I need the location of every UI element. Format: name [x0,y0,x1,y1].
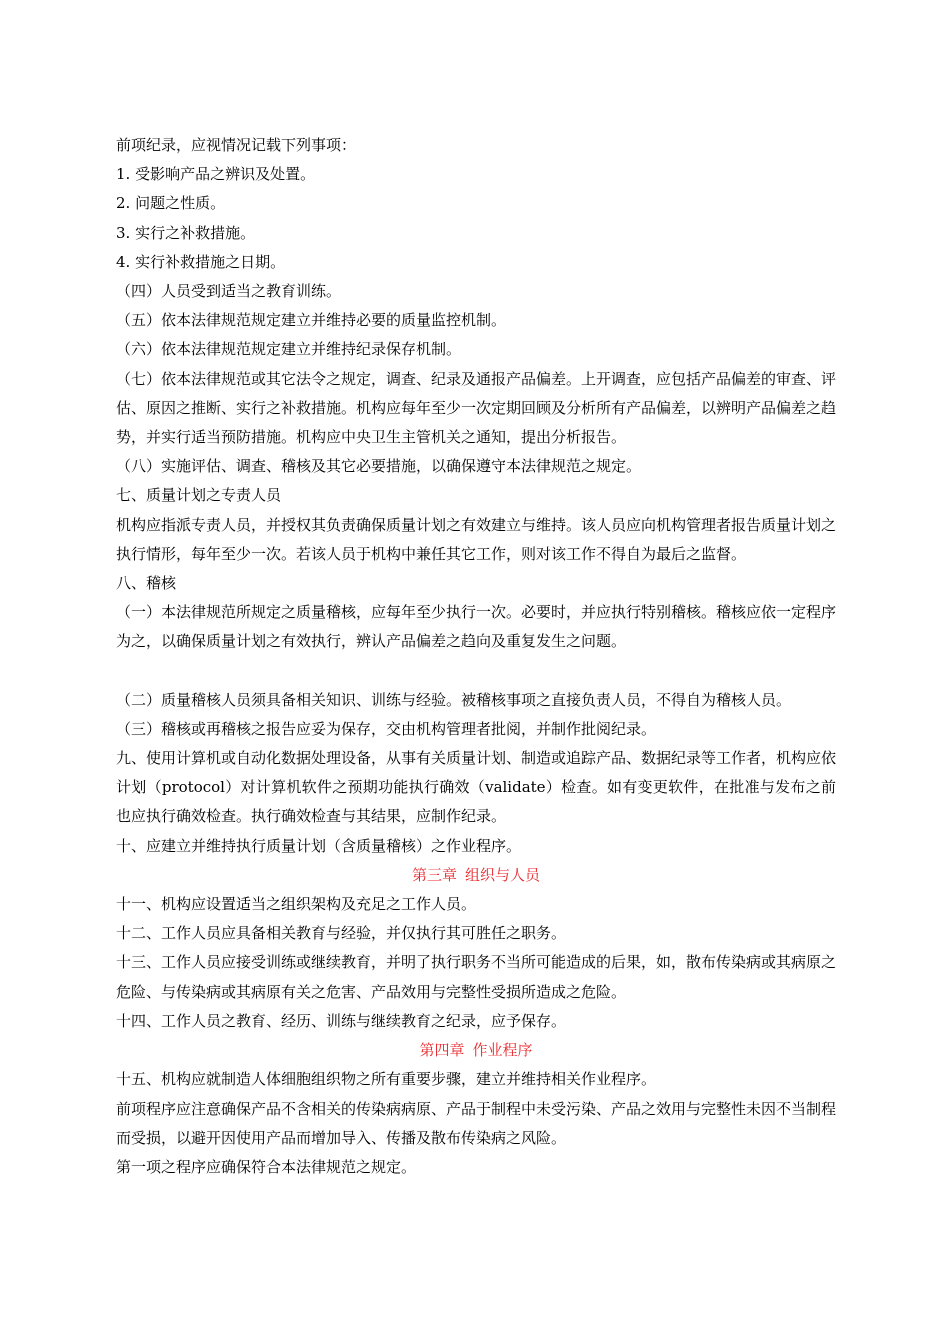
section-title: 七、质量计划之专责人员 [116,486,282,505]
section-paragraph: 九、使用计算机或自动化数据处理设备，从事有关质量计划、制造或追踪产品、数据纪录等工作者，机构应依计划（protocol）对计算机软件之预期功能执行确效（validate）检查。如有变更软件，在批准与发布之前也应执行确效检查。执行确效检查与其结果，应制作纪录。 [116,749,837,826]
list-item: 4. 实行补救措施之日期。 [116,252,286,271]
list-item: 3. 实行之补救措施。 [116,223,256,242]
section-paragraph: 十二、工作人员应具备相关教育与经验，并仅执行其可胜任之职务。 [116,924,567,943]
chapter-number: 第四章 [419,1041,465,1060]
clause-item: （五）依本法律规范规定建立并维持必要的质量监控机制。 [116,311,507,330]
clause-item: （三）稽核或再稽核之报告应妥为保存，交由机构管理者批阅，并制作批阅纪录。 [116,719,657,738]
clause-item: （八）实施评估、调查、稽核及其它必要措施，以确保遵守本法律规范之规定。 [116,457,642,476]
document-body [116,131,836,1182]
clause-item: （四）人员受到适当之教育训练。 [116,282,342,301]
list-item: 2. 问题之性质。 [116,194,226,213]
section-paragraph: 十四、工作人员之教育、经历、训练与继续教育之纪录，应予保存。 [116,1011,567,1030]
clause-item: （二）质量稽核人员须具备相关知识、训练与经验。被稽核事项之直接负责人员，不得自为稽核人员。 [116,690,792,709]
chapter-heading [116,1036,836,1065]
list-item: 1. 受影响产品之辨识及处置。 [116,165,316,184]
clause-item: （一）本法律规范所规定之质量稽核，应每年至少执行一次。必要时，并应执行特别稽核。稽核应依一定程序为之，以确保质量计划之有效执行，辨认产品偏差之趋向及重复发生之问题。 [116,603,837,651]
chapter-heading [116,861,836,890]
paragraph: 第一项之程序应确保符合本法律规范之规定。 [116,1157,417,1176]
clause-item: （七）依本法律规范或其它法令之规定，调查、纪录及通报产品偏差。上开调查，应包括产品偏差的审查、评估、原因之推断、实行之补救措施。机构应每年至少一次定期回顾及分析所有产品偏差，以辨明产品偏差之趋势，并实行适当预防措施。机构应中央卫生主管机关之通知，提出分析报告。 [116,369,837,447]
paragraph: 前项程序应注意确保产品不含相关的传染病病原、产品于制程中未受污染、产品之效用与完整性未因不当制程而受损，以避开因使用产品而增加导入、传播及散布传染病之风险。 [116,1099,837,1147]
paragraph: 机构应指派专责人员，并授权其负责确保质量计划之有效建立与维持。该人员应向机构管理者报告质量计划之执行情形，每年至少一次。若该人员于机构中兼任其它工作，则对该工作不得自为最后之监督。 [116,515,837,563]
clause-item: （六）依本法律规范规定建立并维持纪录保存机制。 [116,340,462,359]
chapter-title: 组织与人员 [465,865,541,884]
paragraph: 前项纪录，应视情况记载下列事项： [116,136,357,154]
chapter-title: 作业程序 [472,1041,533,1060]
chapter-number: 第三章 [411,865,457,884]
section-paragraph: 十、应建立并维持执行质量计划（含质量稽核）之作业程序。 [116,836,522,855]
section-paragraph: 十三、工作人员应接受训练或继续教育，并明了执行职务不当所可能造成的后果，如，散布传染病或其病原之危险、与传染病或其病原有关之危害、产品效用与完整性受损所造成之危险。 [116,953,837,1001]
section-title: 八、稽核 [116,574,177,593]
section-paragraph: 十五、机构应就制造人体细胞组织物之所有重要步骤，建立并维持相关作业程序。 [116,1070,657,1089]
section-paragraph: 十一、机构应设置适当之组织架构及充足之工作人员。 [116,895,477,914]
